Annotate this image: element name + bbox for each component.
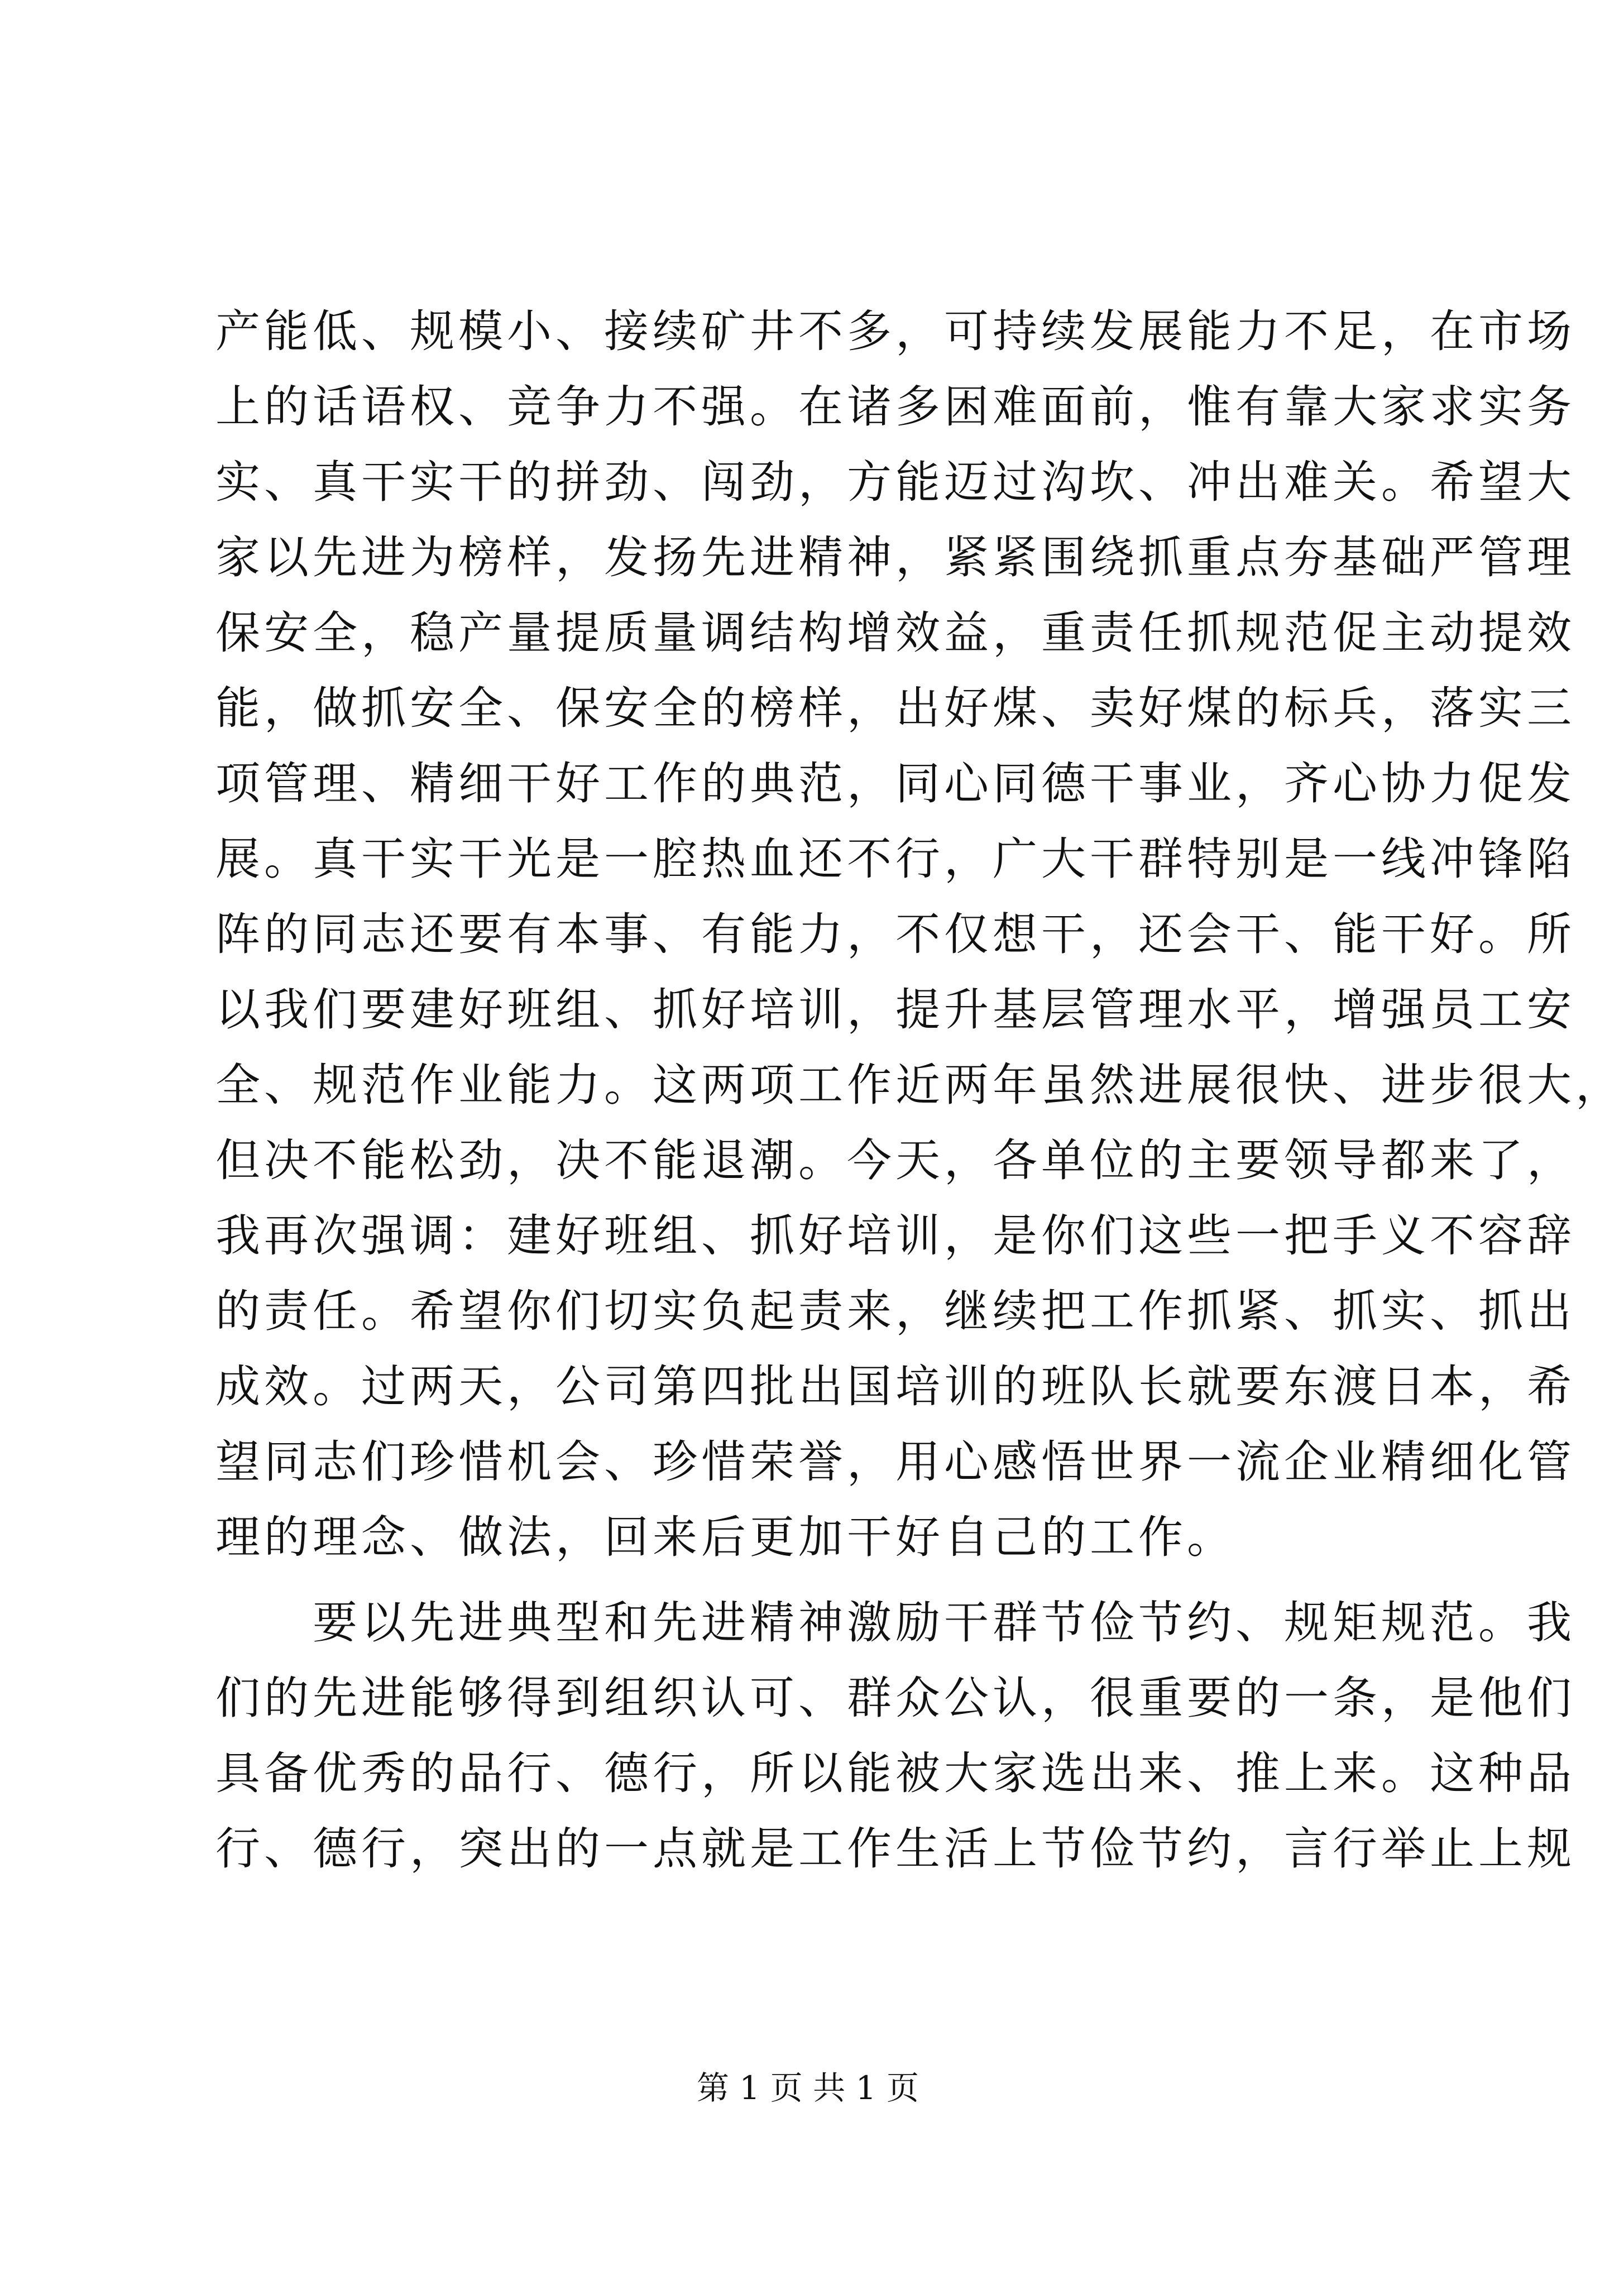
text-line: 能，做抓安全、保安全的榜样，出好煤、卖好煤的标兵，落实三 [215,682,1575,734]
text-line: 的责任。希望你们切实负起责来，继续把工作抓紧、抓实、抓出 [215,1285,1575,1337]
page-footer: 第 1 页 共 1 页 [697,2069,919,2107]
text-line: 但决不能松劲，决不能退潮。今天，各单位的主要领导都来了， [215,1134,1575,1186]
text-line: 保安全，稳产量提质量调结构增效益，重责任抓规范促主动提效 [215,607,1575,659]
text-line: 产能低、规模小、接续矿井不多，可持续发展能力不足，在市场 [215,305,1575,357]
text-line: 望同志们珍惜机会、珍惜荣誉，用心感悟世界一流企业精细化管 [215,1436,1575,1488]
text-line: 们的先进能够得到组织认可、群众公认，很重要的一条，是他们 [215,1672,1575,1724]
text-line: 具备优秀的品行、德行，所以能被大家选出来、推上来。这种品 [215,1747,1575,1799]
text-line: 展。真干实干光是一腔热血还不行，广大干群特别是一线冲锋陷 [215,833,1575,885]
text-line: 项管理、精细干好工作的典范，同心同德干事业，齐心协力促发 [215,758,1575,809]
text-line: 家以先进为榜样，发扬先进精神，紧紧围绕抓重点夯基础严管理 [215,531,1575,583]
text-line: 理的理念、做法，回来后更加干好自己的工作。 [215,1511,1235,1563]
text-line: 成效。过两天，公司第四批出国培训的班队长就要东渡日本，希 [215,1361,1575,1412]
paragraph-start-line: 要以先进典型和先进精神激励干群节俭节约、规矩规范。我 [215,1597,1575,1649]
text-line: 全、规范作业能力。这两项工作近两年虽然进展很快、进步很大， [215,1059,1624,1111]
text-line: 以我们要建好班组、抓好培训，提升基层管理水平，增强员工安 [215,984,1575,1036]
text-line: 阵的同志还要有本事、有能力，不仅想干，还会干、能干好。所 [215,908,1575,960]
document-body [215,294,1624,1886]
text-line: 上的话语权、竞争力不强。在诸多困难面前，惟有靠大家求实务 [215,381,1575,433]
text-line: 我再次强调：建好班组、抓好培训，是你们这些一把手义不容辞 [215,1210,1575,1262]
text-line: 行、德行，突出的一点就是工作生活上节俭节约，言行举止上规 [215,1823,1575,1875]
text-line: 实、真干实干的拼劲、闯劲，方能迈过沟坎、冲出难关。希望大 [215,456,1575,508]
